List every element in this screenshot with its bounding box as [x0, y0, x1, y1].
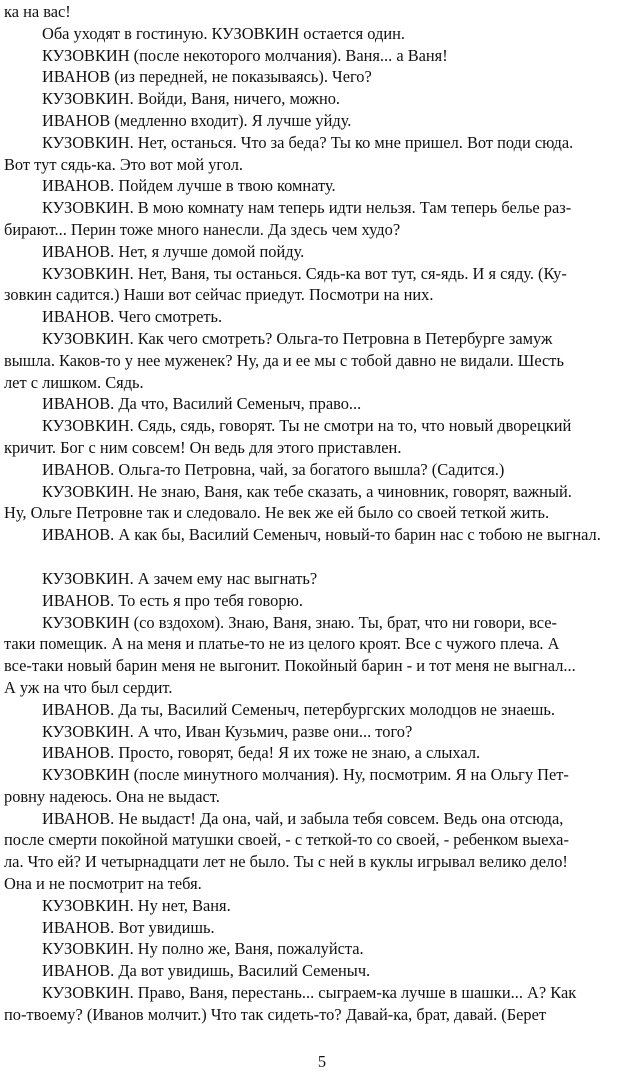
text-line: ИВАНОВ. Да вот увидишь, Василий Семеныч. — [42, 961, 371, 981]
text-line: ИВАНОВ. Не выдаст! Да она, чай, и забыла тебя совсем. Ведь она отсюда, — [42, 808, 564, 828]
text-line: КУЗОВКИН. А что, Иван Кузьмич, разве они... того? — [42, 721, 413, 741]
text-line: ла. Что ей? И четырнадцати лет не было. Ты с ней в куклы игрывал велико дело! — [4, 852, 568, 872]
text-line: КУЗОВКИН. Нет, останься. Что за беда? Ты ко мне пришел. Вот поди сюда. — [42, 132, 574, 152]
text-line: ИВАНОВ. Да что, Василий Семеныч, право... — [42, 394, 362, 414]
text-line: ИВАНОВ. То есть я про тебя говорю. — [42, 590, 303, 610]
text-line: Она и не посмотрит на тебя. — [4, 874, 202, 894]
text-line: Ну, Ольге Петровне так и следовало. Не век же ей было со своей теткой жить. — [4, 503, 550, 523]
text-line: КУЗОВКИН (после минутного молчания). Ну, посмотрим. Я на Ольгу Пет- — [42, 765, 569, 785]
text-line: ИВАНОВ. Пойдем лучше в твою комнату. — [42, 176, 336, 196]
text-line: Вот тут сядь-ка. Это вот мой угол. — [4, 154, 243, 174]
text-line: КУЗОВКИН. Не знаю, Ваня, как тебе сказать, а чиновник, говорят, важный. — [42, 481, 572, 501]
text-line: КУЗОВКИН. А зачем ему нас выгнать? — [42, 568, 318, 588]
text-block-2 — [4, 568, 634, 1026]
page-text — [4, 1, 634, 1026]
text-line: таки помещик. А на меня и платье-то не из целого кроят. Все с чужого плеча. А — [4, 634, 560, 654]
text-line: КУЗОВКИН. Войди, Ваня, ничего, можно. — [42, 89, 341, 109]
text-line: КУЗОВКИН (со вздохом). Знаю, Ваня, знаю. Ты, брат, что ни говори, все- — [42, 612, 557, 632]
text-line: ИВАНОВ. Чего смотреть. — [42, 307, 223, 327]
text-line: ИВАНОВ. А как бы, Василий Семеныч, новый-то барин нас с тобою не выгнал. — [42, 525, 601, 545]
blank-gap — [4, 546, 634, 568]
text-line: КУЗОВКИН (после некоторого молчания). Ваня... а Ваня! — [42, 45, 448, 65]
text-line: КУЗОВКИН. Ну нет, Ваня. — [42, 895, 231, 915]
text-line: зовкин садится.) Наши вот сейчас приедут. Посмотри на них. — [4, 285, 434, 305]
text-line: ИВАНОВ. Просто, говорят, беда! Я их тоже не знаю, а слыхал. — [42, 743, 481, 763]
text-line: КУЗОВКИН. Сядь, сядь, говорят. Ты не смотри на то, что новый дворецкий — [42, 416, 572, 436]
text-line: ка на вас! — [4, 2, 71, 21]
text-line: ИВАНОВ (из передней, не показываясь). Чего? — [42, 67, 372, 87]
text-block-1 — [4, 1, 634, 546]
text-line: по-твоему? (Иванов молчит.) Что так сидеть-то? Давай-ка, брат, давай. (Берет — [4, 1004, 547, 1024]
text-line: КУЗОВКИН. Право, Ваня, перестань... сыграем-ка лучше в шашки... А? Как — [42, 983, 577, 1003]
text-line: ИВАНОВ. Нет, я лучше домой пойду. — [42, 241, 305, 261]
text-line: лет с лишком. Сядь. — [4, 372, 144, 392]
text-line: бирают... Перин тоже много нанесли. Да здесь чем худо? — [4, 219, 401, 239]
text-line: ИВАНОВ. Да ты, Василий Семеныч, петербургских молодцов не знаешь. — [42, 699, 555, 719]
text-line: КУЗОВКИН. Нет, Ваня, ты останься. Сядь-ка вот тут, ся-ядь. И я сяду. (Ку- — [42, 263, 567, 283]
text-line: кричит. Бог с ним совсем! Он ведь для этого приставлен. — [4, 437, 402, 457]
text-line: после смерти покойной матушки своей, - с теткой-то со своей, - ребенком выеха- — [4, 830, 569, 850]
text-line: вышла. Каков-то у нее муженек? Ну, да и ее мы с тобой давно не видали. Шесть — [4, 350, 564, 370]
page-number: 5 — [317, 1052, 327, 1071]
text-line: КУЗОВКИН. В мою комнату нам теперь идти нельзя. Там теперь белье раз- — [42, 198, 572, 218]
text-line: ровну надеюсь. Она не выдаст. — [4, 786, 220, 806]
text-line: все-таки новый барин меня не выгонит. Покойный барин - и тот меня не выгнал... — [4, 656, 576, 676]
text-line: Оба уходят в гостиную. КУЗОВКИН остается один. — [42, 23, 405, 43]
text-line: КУЗОВКИН. Как чего смотреть? Ольга-то Петровна в Петербурге замуж — [42, 328, 553, 348]
text-line: ИВАНОВ. Ольга-то Петровна, чай, за богатого вышла? (Садится.) — [42, 459, 505, 479]
text-line: А уж на что был сердит. — [4, 677, 173, 697]
text-line: КУЗОВКИН. Ну полно же, Ваня, пожалуйста. — [42, 939, 364, 959]
text-line: ИВАНОВ. Вот увидишь. — [42, 917, 215, 937]
text-line: ИВАНОВ (медленно входит). Я лучше уйду. — [42, 110, 352, 130]
